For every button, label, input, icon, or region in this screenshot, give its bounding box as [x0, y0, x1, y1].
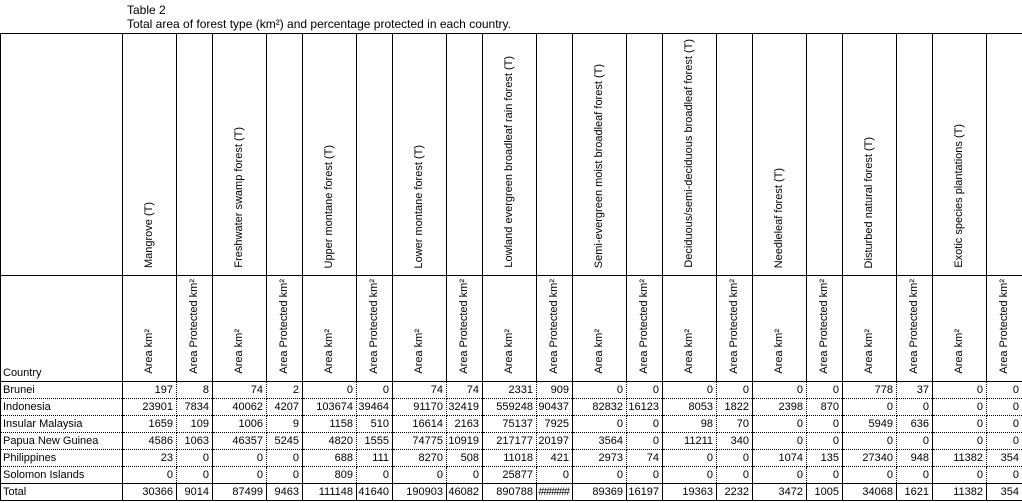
total-protected-value-cell: 46082	[447, 484, 483, 501]
area-value-cell: 809	[303, 467, 357, 484]
forest-type-header	[753, 34, 807, 276]
country-cell: Brunei	[1, 382, 123, 399]
area-header-cell	[663, 276, 717, 382]
protected-value-cell: 1822	[717, 399, 753, 416]
area-value-cell: 0	[123, 467, 177, 484]
forest-type-spacer-cell	[717, 34, 753, 276]
area-value-cell: 1158	[303, 416, 357, 433]
protected-header-cell	[177, 276, 213, 382]
area-value-cell: 1659	[123, 416, 177, 433]
area-value-cell: 0	[933, 467, 987, 484]
total-area-value-cell: 111148	[303, 484, 357, 501]
protected-value-cell: 70	[717, 416, 753, 433]
area-header-cell	[843, 276, 897, 382]
forest-type-spacer-cell	[447, 34, 483, 276]
area-header-label: Area km²	[863, 329, 875, 374]
table-title: Table 2	[127, 3, 166, 17]
protected-value-cell: 0	[177, 467, 213, 484]
country-cell: Papua New Guinea	[1, 433, 123, 450]
area-value-cell: 74	[393, 382, 447, 399]
area-header-label: Area km²	[593, 329, 605, 374]
area-value-cell: 40062	[213, 399, 267, 416]
protected-value-cell: 0	[807, 433, 843, 450]
protected-header-cell	[357, 276, 393, 382]
area-header-cell	[753, 276, 807, 382]
table-row	[1, 399, 1022, 416]
area-value-cell: 4820	[303, 433, 357, 450]
forest-type-header	[573, 34, 627, 276]
area-value-cell: 16614	[393, 416, 447, 433]
forest-type-spacer-cell	[537, 34, 573, 276]
area-value-cell: 0	[843, 399, 897, 416]
protected-value-cell: 0	[627, 382, 663, 399]
forest-type-spacer-cell	[177, 34, 213, 276]
protected-header-cell	[627, 276, 663, 382]
area-header-cell	[933, 276, 987, 382]
area-header-label: Area km²	[323, 329, 335, 374]
forest-type-header	[663, 34, 717, 276]
area-value-cell: 91170	[393, 399, 447, 416]
protected-header-label: Area Protected km²	[638, 279, 650, 374]
area-value-cell: 27340	[843, 450, 897, 467]
protected-header-cell	[537, 276, 573, 382]
protected-value-cell: 0	[897, 467, 933, 484]
area-header-label: Area km²	[143, 329, 155, 374]
area-value-cell: 559248	[483, 399, 537, 416]
protected-value-cell: 0	[717, 382, 753, 399]
forest-type-spacer-cell	[897, 34, 933, 276]
total-area-value-cell: 890788	[483, 484, 537, 501]
protected-value-cell: 0	[987, 433, 1022, 450]
area-value-cell: 1006	[213, 416, 267, 433]
area-value-cell: 0	[843, 467, 897, 484]
total-label-cell: Total	[1, 484, 123, 501]
protected-value-cell: 0	[627, 467, 663, 484]
area-value-cell: 75137	[483, 416, 537, 433]
protected-value-cell: 0	[267, 450, 303, 467]
protected-value-cell: 9	[267, 416, 303, 433]
table-row	[1, 382, 1022, 399]
total-area-value-cell: 19363	[663, 484, 717, 501]
protected-value-cell: 4207	[267, 399, 303, 416]
total-row	[1, 484, 1022, 501]
protected-value-cell: 510	[357, 416, 393, 433]
area-value-cell: 0	[933, 416, 987, 433]
forest-type-spacer-cell	[987, 34, 1022, 276]
protected-value-cell: 0	[357, 382, 393, 399]
forest-type-header	[213, 34, 267, 276]
protected-value-cell: 948	[897, 450, 933, 467]
forest-type-header-row	[1, 34, 1022, 276]
protected-header-label: Area Protected km²	[548, 279, 560, 374]
area-value-cell: 0	[393, 467, 447, 484]
forest-type-spacer-cell	[267, 34, 303, 276]
forest-type-label: Lowland evergreen broadleaf rain forest (T)	[503, 56, 515, 268]
area-value-cell: 8270	[393, 450, 447, 467]
area-value-cell: 0	[753, 467, 807, 484]
forest-type-header	[123, 34, 177, 276]
protected-value-cell: 421	[537, 450, 573, 467]
protected-value-cell: 0	[627, 433, 663, 450]
area-value-cell: 197	[123, 382, 177, 399]
area-header-label: Area km²	[233, 329, 245, 374]
area-value-cell: 0	[753, 382, 807, 399]
protected-value-cell: 0	[357, 467, 393, 484]
protected-value-cell: 135	[807, 450, 843, 467]
protected-header-cell	[447, 276, 483, 382]
protected-header-cell	[897, 276, 933, 382]
protected-value-cell: 37	[897, 382, 933, 399]
area-value-cell: 8053	[663, 399, 717, 416]
protected-value-cell: 111	[357, 450, 393, 467]
protected-header-label: Area Protected km²	[368, 279, 380, 374]
area-value-cell: 0	[753, 433, 807, 450]
protected-value-cell: 10919	[447, 433, 483, 450]
protected-value-cell: 0	[987, 467, 1022, 484]
area-header-cell	[123, 276, 177, 382]
area-value-cell: 5949	[843, 416, 897, 433]
protected-value-cell: 20197	[537, 433, 573, 450]
forest-type-label: Exotic species plantations (T)	[953, 124, 965, 268]
area-header-cell	[573, 276, 627, 382]
corner-cell	[1, 34, 123, 276]
forest-type-spacer-cell	[627, 34, 663, 276]
protected-value-cell: 90437	[537, 399, 573, 416]
area-value-cell: 103674	[303, 399, 357, 416]
total-area-value-cell: 11382	[933, 484, 987, 501]
protected-value-cell: 0	[987, 416, 1022, 433]
table-row	[1, 467, 1022, 484]
forest-type-header	[933, 34, 987, 276]
area-value-cell: 82832	[573, 399, 627, 416]
protected-header-label: Area Protected km²	[908, 279, 920, 374]
area-value-cell: 74775	[393, 433, 447, 450]
total-protected-value-cell: ######	[537, 484, 573, 501]
total-area-value-cell: 87499	[213, 484, 267, 501]
protected-value-cell: 16123	[627, 399, 663, 416]
total-protected-value-cell: 16197	[627, 484, 663, 501]
area-value-cell: 11211	[663, 433, 717, 450]
area-value-cell: 778	[843, 382, 897, 399]
measure-header-row	[1, 276, 1022, 382]
protected-value-cell: 8	[177, 382, 213, 399]
forest-type-header	[843, 34, 897, 276]
protected-value-cell: 74	[447, 382, 483, 399]
forest-type-label: Needleleaf forest (T)	[773, 167, 785, 268]
protected-value-cell: 2163	[447, 416, 483, 433]
total-area-value-cell: 190903	[393, 484, 447, 501]
country-cell: Insular Malaysia	[1, 416, 123, 433]
total-area-value-cell: 30366	[123, 484, 177, 501]
area-value-cell: 2398	[753, 399, 807, 416]
protected-header-cell	[267, 276, 303, 382]
area-value-cell: 74	[213, 382, 267, 399]
protected-value-cell: 636	[897, 416, 933, 433]
area-header-label: Area km²	[503, 329, 515, 374]
total-protected-value-cell: 2232	[717, 484, 753, 501]
total-protected-value-cell: 1005	[807, 484, 843, 501]
area-header-cell	[393, 276, 447, 382]
area-value-cell: 0	[573, 467, 627, 484]
country-cell: Solomon Islands	[1, 467, 123, 484]
protected-value-cell: 0	[807, 467, 843, 484]
protected-value-cell: 0	[897, 399, 933, 416]
total-protected-value-cell: 9463	[267, 484, 303, 501]
protected-value-cell: 2	[267, 382, 303, 399]
protected-value-cell: 39464	[357, 399, 393, 416]
area-value-cell: 0	[933, 433, 987, 450]
protected-header-cell	[807, 276, 843, 382]
protected-value-cell: 0	[627, 416, 663, 433]
protected-value-cell: 32419	[447, 399, 483, 416]
area-value-cell: 4586	[123, 433, 177, 450]
area-value-cell: 11018	[483, 450, 537, 467]
table-subtitle: Total area of forest type (km²) and percentage protected in each country.	[127, 17, 511, 31]
forest-type-header	[483, 34, 537, 276]
area-value-cell: 0	[303, 382, 357, 399]
table-row	[1, 433, 1022, 450]
forest-type-label: Semi-evergreen moist broadleaf forest (T)	[593, 63, 605, 268]
area-value-cell: 98	[663, 416, 717, 433]
protected-value-cell: 909	[537, 382, 573, 399]
forest-type-label: Freshwater swamp forest (T)	[233, 127, 245, 268]
forest-type-label: Deciduous/semi-deciduous broadleaf forest (T)	[683, 39, 695, 268]
protected-value-cell: 0	[987, 399, 1022, 416]
area-value-cell: 1074	[753, 450, 807, 467]
protected-value-cell: 0	[717, 467, 753, 484]
table-row	[1, 450, 1022, 467]
total-area-value-cell: 3472	[753, 484, 807, 501]
area-value-cell: 11382	[933, 450, 987, 467]
protected-header-cell	[717, 276, 753, 382]
protected-value-cell: 340	[717, 433, 753, 450]
area-value-cell: 23901	[123, 399, 177, 416]
area-value-cell: 0	[573, 382, 627, 399]
country-header: Country	[1, 276, 123, 382]
forest-type-label: Lower montane forest (T)	[413, 144, 425, 268]
protected-value-cell: 0	[537, 467, 573, 484]
protected-value-cell: 0	[987, 382, 1022, 399]
table-caption-block	[127, 0, 1022, 31]
forest-type-spacer-cell	[807, 34, 843, 276]
total-area-value-cell: 89369	[573, 484, 627, 501]
protected-value-cell: 7834	[177, 399, 213, 416]
area-value-cell: 0	[573, 416, 627, 433]
protected-value-cell: 0	[807, 416, 843, 433]
protected-value-cell: 0	[267, 467, 303, 484]
area-header-cell	[213, 276, 267, 382]
area-value-cell: 2331	[483, 382, 537, 399]
protected-header-label: Area Protected km²	[818, 279, 830, 374]
total-protected-value-cell: 41640	[357, 484, 393, 501]
protected-value-cell: 1555	[357, 433, 393, 450]
forest-type-spacer-cell	[357, 34, 393, 276]
area-value-cell: 23	[123, 450, 177, 467]
area-value-cell: 217177	[483, 433, 537, 450]
area-value-cell: 0	[933, 382, 987, 399]
area-value-cell: 688	[303, 450, 357, 467]
protected-header-label: Area Protected km²	[998, 279, 1010, 374]
protected-header-label: Area Protected km²	[458, 279, 470, 374]
area-header-label: Area km²	[773, 329, 785, 374]
area-header-cell	[483, 276, 537, 382]
total-area-value-cell: 34068	[843, 484, 897, 501]
protected-value-cell: 0	[717, 450, 753, 467]
country-cell: Philippines	[1, 450, 123, 467]
protected-value-cell: 7925	[537, 416, 573, 433]
area-header-cell	[303, 276, 357, 382]
forest-type-header	[393, 34, 447, 276]
area-header-label: Area km²	[683, 329, 695, 374]
forest-type-label: Upper montane forest (T)	[323, 144, 335, 268]
forest-area-table	[0, 33, 1022, 501]
forest-type-label: Mangrove (T)	[143, 201, 155, 268]
protected-value-cell: 870	[807, 399, 843, 416]
area-value-cell: 25877	[483, 467, 537, 484]
area-value-cell: 0	[663, 467, 717, 484]
area-header-label: Area km²	[413, 329, 425, 374]
total-protected-value-cell: 9014	[177, 484, 213, 501]
total-protected-value-cell: 1621	[897, 484, 933, 501]
protected-value-cell: 0	[447, 467, 483, 484]
area-value-cell: 0	[663, 450, 717, 467]
forest-type-label: Disturbed natural forest (T)	[863, 136, 875, 268]
area-value-cell: 0	[213, 450, 267, 467]
protected-value-cell: 0	[177, 450, 213, 467]
protected-value-cell: 0	[807, 382, 843, 399]
area-value-cell: 3564	[573, 433, 627, 450]
forest-type-header	[303, 34, 357, 276]
area-value-cell: 0	[663, 382, 717, 399]
protected-value-cell: 5245	[267, 433, 303, 450]
protected-value-cell: 354	[987, 450, 1022, 467]
country-cell: Indonesia	[1, 399, 123, 416]
protected-header-label: Area Protected km²	[188, 279, 200, 374]
protected-value-cell: 508	[447, 450, 483, 467]
area-header-label: Area km²	[953, 329, 965, 374]
protected-value-cell: 109	[177, 416, 213, 433]
protected-value-cell: 0	[897, 433, 933, 450]
total-protected-value-cell: 354	[987, 484, 1022, 501]
area-value-cell: 0	[753, 416, 807, 433]
area-value-cell: 46357	[213, 433, 267, 450]
protected-header-label: Area Protected km²	[278, 279, 290, 374]
protected-header-label: Area Protected km²	[728, 279, 740, 374]
area-value-cell: 0	[213, 467, 267, 484]
area-value-cell: 0	[843, 433, 897, 450]
area-value-cell: 2973	[573, 450, 627, 467]
protected-header-cell	[987, 276, 1022, 382]
table-row	[1, 416, 1022, 433]
area-value-cell: 0	[933, 399, 987, 416]
protected-value-cell: 1063	[177, 433, 213, 450]
protected-value-cell: 74	[627, 450, 663, 467]
